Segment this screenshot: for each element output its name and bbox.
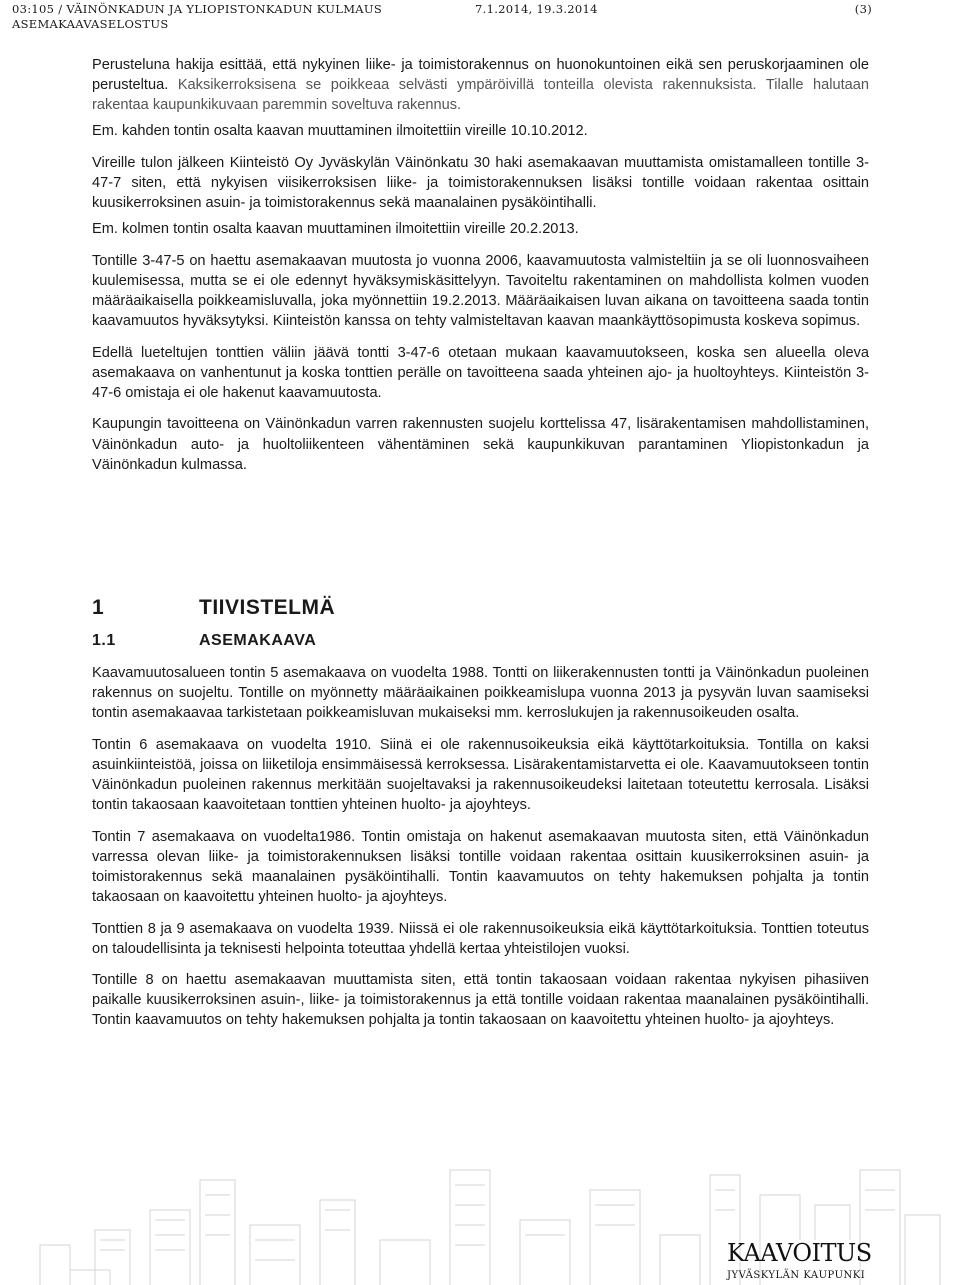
logo-main-text: KAAVOITUS	[727, 1239, 872, 1267]
paragraph: Tonttien 8 ja 9 asemakaava on vuodelta 1939. Niissä ei ole rakennusoikeuksia eikä käyttötarkoituksia. Tonttien toteutus on taloudellisinta ja teknisesti helpointa toteuttaa yhdellä kertaa yhteistilojen vuoksi.	[92, 920, 869, 957]
paragraph: Edellä lueteltujen tonttien väliin jäävä tontti 3-47-6 otetaan mukaan kaavamuutokseen, koska sen alueella oleva asemakaava on vanhentunut ja koska tonttien perälle on tavoitteena saada yhteinen ajo- ja huoltoyhteys. Kiinteistön 3-47-6 omistaja ei ole hakenut kaavamuutosta.	[92, 344, 869, 401]
page-header	[12, 2, 952, 32]
paragraph: Em. kahden tontin osalta kaavan muuttaminen ilmoitettiin vireille 10.10.2012.	[92, 123, 588, 140]
paragraph: Kaavamuutosalueen tontin 5 asemakaava on vuodelta 1988. Tontti on liikerakennusten tontti ja Väinönkadun puoleinen rakennus on suojeltu. Tontille on myönnetty määräaikainen poikkeamislupa vuonna 2013 ja pysyvän luvan saamiseksi tontin asemakaavaa tarkistetaan poikkeamisluvan mukaiseksi mm. kerroslukujen ja rakennusoikeuden osalta.	[92, 665, 869, 722]
paragraph: Kaupungin tavoitteena on Väinönkadun varren rakennusten suojelu korttelissa 47, lisärakentamisen mahdollistaminen, Väinönkadun auto- ja huoltoliikenteen vähentäminen sekä kaupunkikuvan parantaminen Yliopistonkadun ja Väinönkadun kulmassa.	[92, 416, 869, 473]
section-number: 1.1	[92, 632, 116, 649]
section-title: TIIVISTELMÄ	[199, 596, 336, 619]
paragraph: Tontille 8 on haettu asemakaavan muuttamista siten, että tontin takaosaan voidaan rakentaa nykyisen pihasiiven paikalle kuusikerroksinen asuin-, liike- ja toimistorakennus ja että tontille voidaan rakentaa maanalainen pysäköintihalli. Tontin kaavamuutos on tehty hakemuksen pohjalta ja tontin takaosaan on kaavoitettu yhteinen huolto- ja ajoyhteys.	[92, 972, 869, 1029]
header-doc-type: ASEMAKAAVASELOSTUS	[12, 17, 169, 31]
header-dates: 7.1.2014, 19.3.2014	[475, 2, 598, 16]
logo-sub-text: JYVÄSKYLÄN KAUPUNKI	[727, 1270, 866, 1281]
paragraph-grey: Kaksikerroksisena se poikkeaa selvästi ympäröivillä tonteilla olevista rakennuksista. Tilalle halutaan rakentaa kaupunkikuvaan paremmin soveltuva rakennus.	[92, 77, 869, 114]
summary-text	[92, 663, 869, 1042]
header-title: 03:105 / VÄINÖNKADUN JA YLIOPISTONKADUN KULMAUS	[12, 2, 383, 16]
paragraph: Tontin 7 asemakaava on vuodelta1986. Tontin omistaja on hakenut asemakaavan muutosta siten, että Väinönkadun varressa olevan liike- ja toimistorakennuksen lisäksi tontille voidaan rakentaa osittain kuusikerroksinen asuin- ja toimistorakennus sekä maanalainen pysäköintihalli. Tontin kaavamuutos on tehty hakemuksen pohjalta ja tontin takaosaan on kaavoitettu yhteinen huolto- ja ajoyhteys.	[92, 828, 869, 905]
paragraph: Tontin 6 asemakaava on vuodelta 1910. Siinä ei ole rakennusoikeuksia eikä käyttötarkoituksia. Tontilla on kaksi asuinkiinteistöä, joissa on liiketiloja ensimmäisessä kerroksessa. Lisärakentamistarvetta ei ole. Kaavamuutokseen tontin Väinönkadun puoleinen rakennus merkitään suojeltavaksi ja rakennusoikeudeksi laitetaan toteutettu kerrosala. Lisäksi tontin takaosaan kaavoitetaan tonttien yhteinen huolto- ja ajoyhteys.	[92, 736, 869, 814]
section-title: ASEMAKAAVA	[199, 632, 317, 649]
section-number: 1	[92, 596, 105, 619]
intro-text	[92, 55, 869, 486]
paragraph: Vireille tulon jälkeen Kiinteistö Oy Jyväskylän Väinönkatu 30 haki asemakaavan muuttamista omistamalleen tontille 3-47-7 siten, että nykyisen viisikerroksisen liike- ja toimistorakennuksen lisäksi tontille voidaan rakentaa osittain kuusikerroksinen asuin- ja toimistorakennus sekä maanalainen pysäköintihalli.	[92, 154, 869, 212]
paragraph: Tontille 3-47-5 on haettu asemakaavan muutosta jo vuonna 2006, kaavamuutosta valmisteltiin ja se oli luonnosvaiheen kuulemisessa, mutta se ei ole edennyt hyväksymiskäsittelyyn. Tavoiteltu rakentaminen on mahdollista kolmen vuoden määräaikaisella poikkeamisluvalla, joka myönnettiin 19.2.2013. Määräaikaisen luvan aikana on tavoitteena saada tontin kaavamuutos hyväksytyksi. Kiinteistön kanssa on tehty valmisteltavan kaavan maankäyttösopimusta koskeva sopimus.	[92, 252, 869, 330]
page-number: (3)	[854, 2, 872, 16]
section-heading-1	[92, 596, 335, 620]
kaavoitus-logo	[727, 1240, 872, 1281]
paragraph: Perusteluna hakija esittää, että nykyinen liike- ja toimistorakennus on huonokuntoinen eikä sen peruskorjaaminen ole perusteltua. Kaksikerroksisena se poikkeaa selvästi ympäröivillä tonteilla olevista rakennuksista. Tilalle halutaan rakentaa kaupunkikuvaan paremmin soveltuva rakennus.	[92, 57, 869, 114]
section-heading-1-1	[92, 632, 316, 650]
paragraph: Em. kolmen tontin osalta kaavan muuttaminen ilmoitettiin vireille 20.2.2013.	[92, 221, 579, 238]
